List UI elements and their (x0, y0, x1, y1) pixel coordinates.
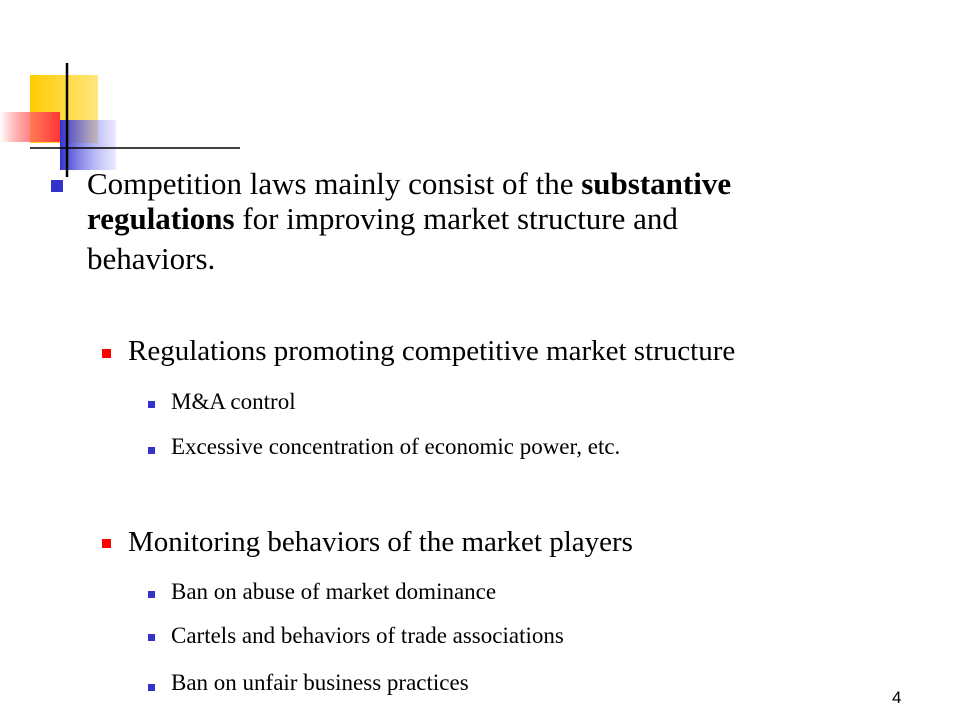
main-point-line-1 (87, 168, 731, 199)
behavior-item-3: Ban on unfair business practices (171, 670, 469, 695)
bullet-behavior-item-1 (148, 591, 155, 598)
main-point-bold-2: regulations (87, 201, 235, 236)
bullet-structure-item-1 (148, 401, 155, 408)
bullet-structure (102, 349, 111, 358)
main-point-text-line3: behaviors. (87, 241, 216, 276)
main-point-bold-1: substantive (581, 166, 732, 201)
bullet-behavior-item-2 (148, 634, 155, 641)
page-number: 4 (892, 688, 902, 707)
bullet-main (51, 180, 63, 192)
behavior-heading: Monitoring behaviors of the market players (128, 526, 633, 558)
red-bar (0, 112, 60, 142)
structure-heading: Regulations promoting competitive market structure (128, 335, 736, 367)
main-point-line-3 (87, 243, 215, 274)
structure-item-2: Excessive concentration of economic power, etc. (171, 434, 621, 459)
blue-square (60, 120, 116, 170)
structure-item-1: M&A control (171, 389, 296, 414)
main-point-line-2 (87, 203, 678, 234)
bullet-behavior (102, 539, 111, 548)
bullet-structure-item-2 (148, 447, 155, 454)
behavior-item-1: Ban on abuse of market dominance (171, 579, 497, 604)
main-point-text-post: for improving market structure and (234, 201, 678, 236)
main-point-text-pre: Competition laws mainly consist of the (87, 166, 582, 201)
behavior-item-2: Cartels and behaviors of trade associations (171, 623, 564, 648)
bullet-behavior-item-3 (148, 684, 155, 691)
